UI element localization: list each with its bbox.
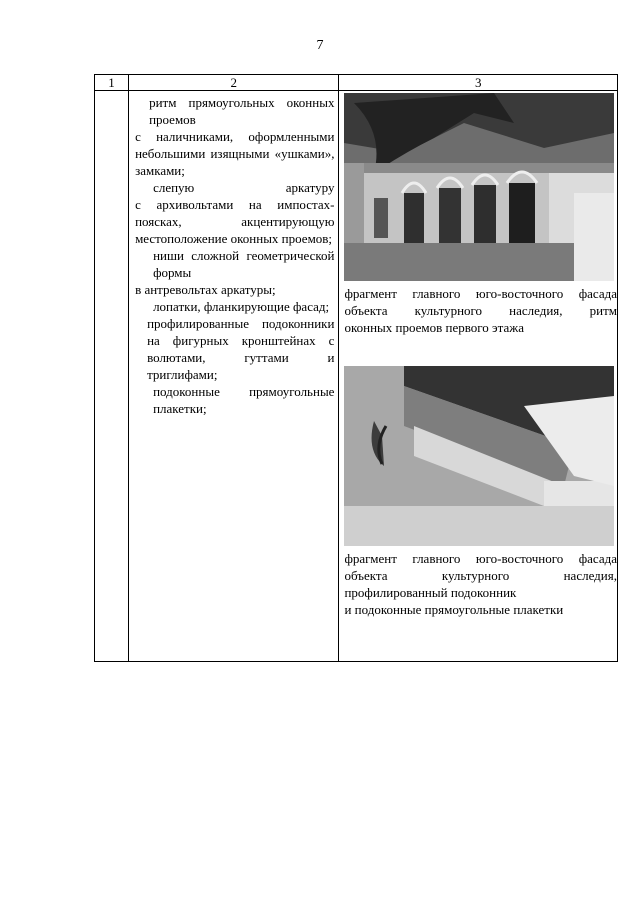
- feature-item: [135, 281, 334, 298]
- caption-line: объекта культурного наследия,: [344, 568, 617, 583]
- feature-item: [135, 128, 334, 179]
- feature-text: ритм прямоугольных оконных проемов: [149, 95, 335, 127]
- heritage-features-table: [94, 74, 618, 662]
- feature-item: [135, 179, 334, 196]
- feature-item: [135, 383, 334, 417]
- header-cell-1: 1: [95, 75, 129, 91]
- table-header-row: [95, 75, 618, 91]
- feature-item: [135, 196, 334, 247]
- caption-line: и подоконные прямоугольные плакетки: [344, 602, 564, 617]
- feature-text: в антревольтах аркатуры;: [135, 282, 276, 297]
- feature-item: [135, 94, 334, 128]
- feature-item: [135, 247, 334, 281]
- caption-line: объекта культурного наследия, ритм: [344, 303, 617, 318]
- header-cell-2: 2: [129, 75, 339, 91]
- feature-item: [135, 298, 334, 315]
- page-number: 7: [316, 38, 324, 53]
- feature-text: ниши сложной геометрической формы: [153, 248, 335, 280]
- row-number-cell: [95, 91, 129, 662]
- feature-text: подоконные прямоугольные плакетки;: [153, 384, 335, 416]
- photos-cell: [339, 91, 618, 662]
- feature-text: с архивольтами на импостах-поясках, акцентирующую местоположение оконных проемов;: [135, 197, 335, 246]
- feature-text: с наличниками, оформленными небольшими изящными «ушками», замками;: [135, 129, 335, 178]
- caption-line: оконных проемов первого этажа: [344, 320, 524, 335]
- caption-line: фрагмент главного юго-восточного фасада: [344, 286, 617, 301]
- photo-caption: [344, 285, 617, 336]
- caption-line: профилированный подоконник: [344, 585, 517, 600]
- feature-text: лопатки, фланкирующие фасад;: [153, 299, 330, 314]
- windowsill-photo: [344, 366, 614, 546]
- facade-windows-photo: [344, 93, 614, 281]
- feature-item: [135, 315, 334, 383]
- table-row: [95, 91, 618, 662]
- header-cell-3: 3: [339, 75, 618, 91]
- feature-text: слепую аркатуру: [153, 180, 335, 195]
- feature-text: профилированные подоконники на фигурных кронштейнах с волютами, гуттами и триглифами;: [147, 316, 335, 382]
- photo-caption: [344, 550, 617, 618]
- features-cell: [129, 91, 339, 662]
- caption-line: фрагмент главного юго-восточного фасада: [344, 551, 617, 566]
